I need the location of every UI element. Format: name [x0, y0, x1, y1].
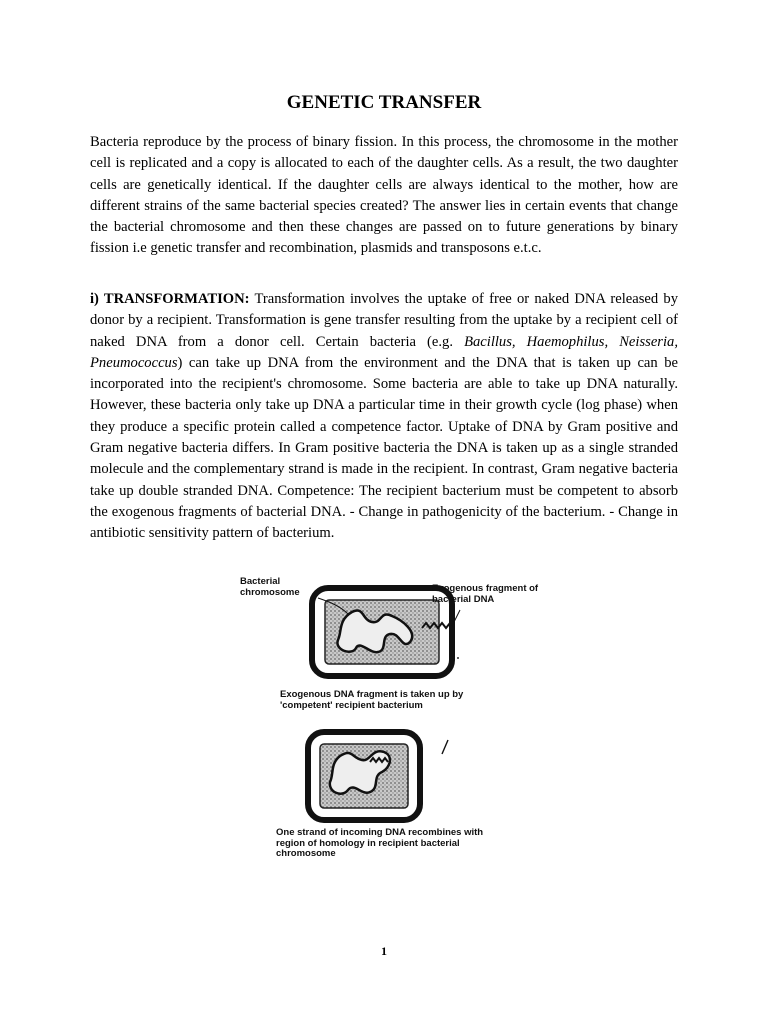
label-bacterial-chromosome: Bacterial chromosome	[240, 576, 300, 598]
intro-paragraph: Bacteria reproduce by the process of binary fission. In this process, the chromosome in the mother cell is replicated and a copy is allocated to each of the daughter cells. As a result, the two daughter cells are genetically identical. If the daughter cells are always identical to the mother, how are different strains of the same bacterial species created? The answer lies in certain events that change the bacterial chromosome and then these changes are passed on to future generations by binary fission i.e genetic transfer and recombination, plasmids and transposons e.t.c.	[90, 134, 678, 257]
page-number: 1	[381, 944, 387, 958]
bacteria-genera: Bacillus, Haemophilus, Neisseria, Pneumococcus	[90, 333, 678, 371]
process-arrow	[442, 740, 448, 754]
transformation-heading: i) TRANSFORMATION:	[90, 291, 250, 307]
transformation-text-a: Transformation involves the uptake of free or naked DNA released by donor by a recipient. Transformation is gene transfer resulting from the uptake by a recipient cell of naked DNA from a donor cell. Certain bacteria (e.g.	[90, 291, 679, 350]
speck	[457, 657, 459, 659]
page-title: GENETIC TRANSFER	[286, 92, 482, 113]
caption-uptake: Exogenous DNA fragment is taken up by 'competent' recipient bacterium	[280, 689, 464, 711]
caption-recombination: One strand of incoming DNA recombines with region of homology in recipient bacterial chromosome	[276, 827, 484, 859]
label-exogenous-fragment: Exogenous fragment of bacterial DNA	[432, 583, 539, 605]
transformation-paragraph	[90, 289, 678, 545]
transformation-figure	[230, 570, 540, 880]
recipient-cell-bottom	[308, 732, 420, 820]
transformation-text-b: ) can take up DNA from the environment and the DNA that is taken up can be incorporated into the recipient's chromosome. Some bacteria are able to take up DNA naturally. However, these bacteria only take up DNA a particular time in their growth cycle (log phase) when they produce a specific protein called a competence factor. Uptake of DNA by Gram positive and Gram negative bacteria differs. In Gram positive bacteria the DNA is taken up as a single stranded molecule and the complementary strand is made in the recipient. In contrast, Gram negative bacteria take up double stranded DNA. Competence: The recipient bacterium must be competent to absorb the exogenous fragments of bacterial DNA. - Change in pathogenicity of the bacterium. - Change in antibiotic sensitivity pattern of bacterium.	[90, 354, 678, 542]
